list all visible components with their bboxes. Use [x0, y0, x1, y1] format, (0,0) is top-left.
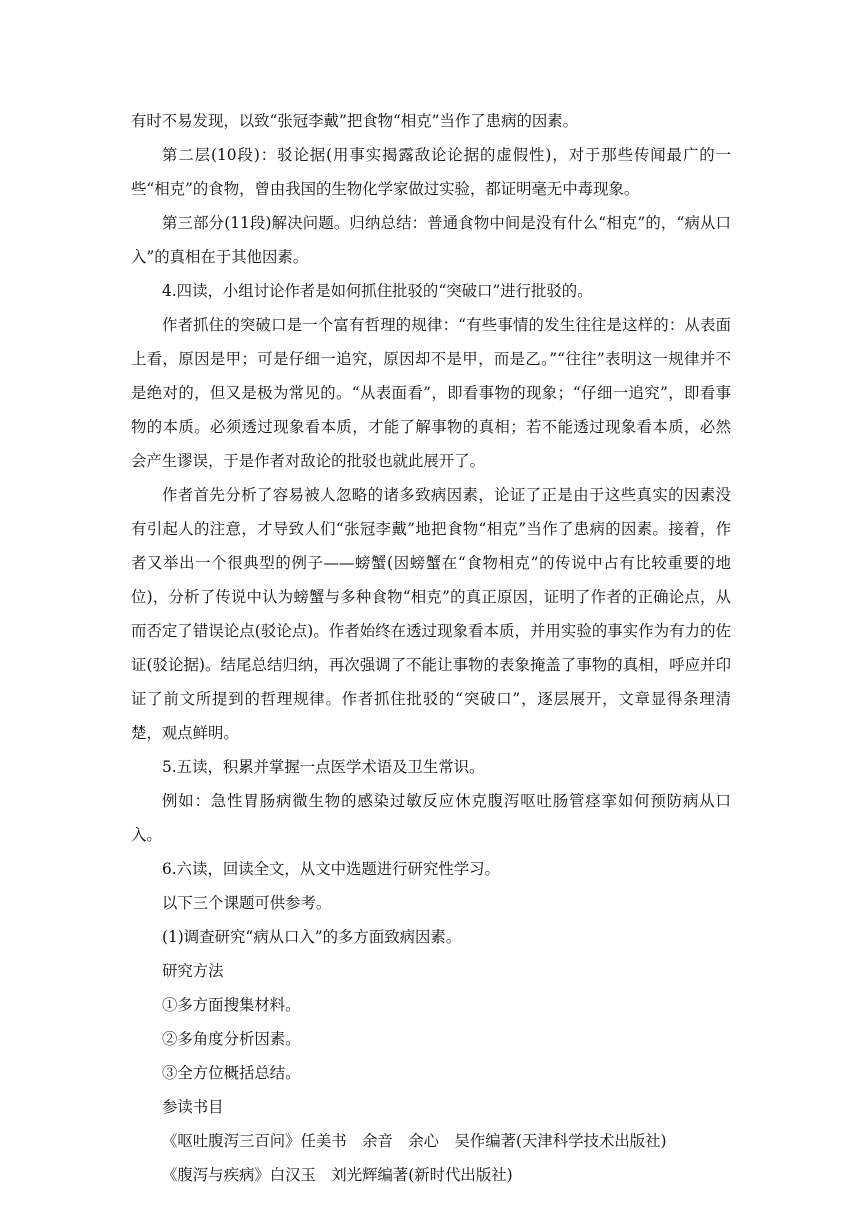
heading-research-method: 研究方法: [162, 962, 224, 980]
paragraph-fourth-reading: 4.四读，小组讨论作者是如何抓住批驳的“突破口”进行批驳的。: [162, 282, 593, 300]
paragraph-topic-1: (1)调查研究“病从口入”的多方面致病因素。: [162, 928, 462, 946]
paragraph-second-layer: 第二层(10段)：驳论据(用事实揭露敌论论据的虚假性)，对于那些传闻最广的一些“相克”的食物，曾由我国的生物化学家做过实验，都证明毫无中毒现象。: [131, 146, 731, 198]
paragraph-example-terms: 例如：急性胃肠病微生物的感染过敏反应休克腹泻呕吐肠管痉挛如何预防病从口入。: [131, 792, 731, 844]
paragraph-breakthrough: 作者抓住的突破口是一个富有哲理的规律：“有些事情的发生往往是这样的：从表面上看，原因是甲；可是仔细一追究，原因却不是甲，而是乙。”“往往”表明这一规律并不是绝对的，但又是极为常见的。“从表面看”，即看事物的现象；“仔细一追究”，即看事物的本质。必须透过现象看本质，才能了解事物的真相；若不能透过现象看本质，必然会产生谬误，于是作者对敌论的批驳也就此展开了。: [131, 316, 731, 470]
book-item-1: 《呕吐腹泻三百问》任美书 余音 余心 吴作编著(天津科学技术出版社): [162, 1132, 667, 1150]
paragraph-fifth-reading: 5.五读，积累并掌握一点医学术语及卫生常识。: [162, 758, 485, 776]
heading-reading-list: 参读书目: [162, 1098, 224, 1116]
method-item-2: ②多角度分析因素。: [162, 1030, 301, 1048]
paragraph-continuation: 有时不易发现，以致“张冠李戴”把食物“相克”当作了患病的因素。: [131, 112, 579, 130]
paragraph-analysis: 作者首先分析了容易被人忽略的诸多致病因素，论证了正是由于这些真实的因素没有引起人的注意，才导致人们“张冠李戴”地把食物“相克”当作了患病的因素。接着，作者又举出一个很典型的例子——螃蟹(因螃蟹在“食物相克”的传说中占有比较重要的地位)，分析了传说中认为螃蟹与多种食物“相克”的真正原因，证明了作者的正确论点，从而否定了错误论点(驳论点)。作者始终在透过现象看本质，并用实验的事实作为有力的佐证(驳论据)。结尾总结归纳，再次强调了不能让事物的表象掩盖了事物的真相，呼应并印证了前文所提到的哲理规律。作者抓住批驳的“突破口”，逐层展开，文章显得条理清楚，观点鲜明。: [131, 486, 731, 742]
paragraph-topics-intro: 以下三个课题可供参考。: [162, 894, 332, 912]
document-body: [131, 104, 731, 1192]
paragraph-sixth-reading: 6.六读，回读全文，从文中选题进行研究性学习。: [162, 860, 500, 878]
method-item-3: ③全方位概括总结。: [162, 1064, 301, 1082]
method-item-1: ①多方面搜集材料。: [162, 996, 301, 1014]
book-item-2: 《腹泻与疾病》白汉玉 刘光辉编著(新时代出版社): [162, 1166, 513, 1184]
paragraph-third-part: 第三部分(11段)解决问题。归纳总结：普通食物中间是没有什么“相克”的，“病从口入”的真相在于其他因素。: [131, 214, 731, 266]
